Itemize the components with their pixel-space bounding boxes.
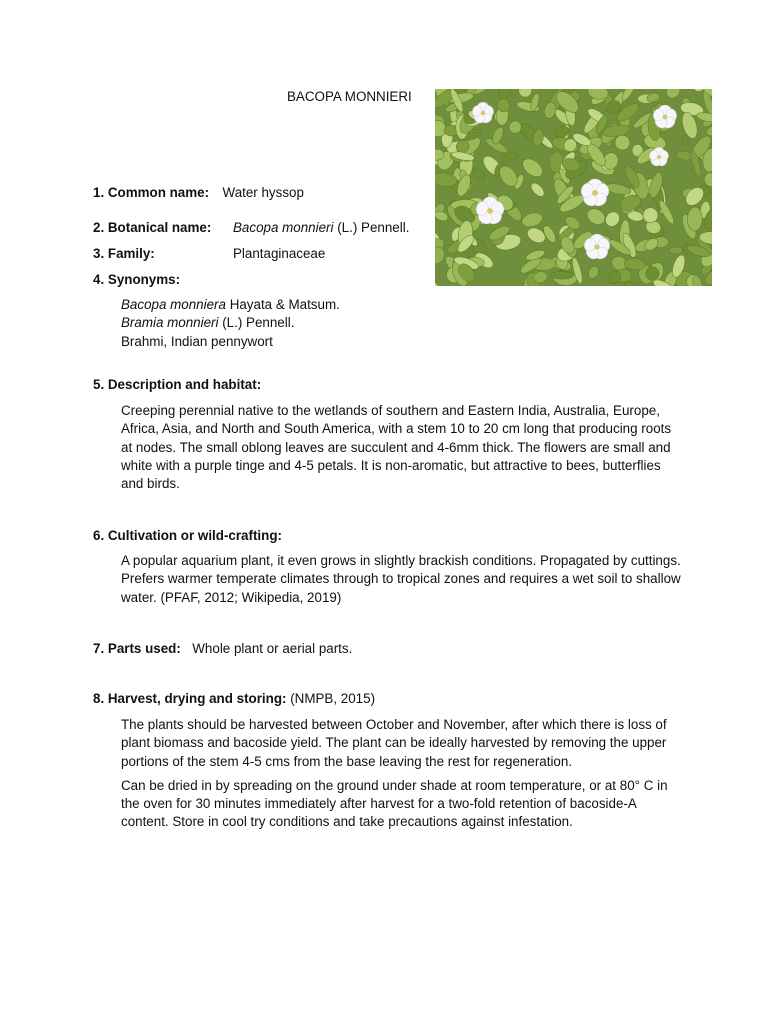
synonym-line	[121, 296, 681, 314]
synonyms-heading	[93, 271, 180, 289]
synonym-rest: Brahmi, Indian pennywort	[121, 333, 273, 349]
botanical-name-author: (L.) Pennell.	[333, 220, 410, 235]
leaf-shape	[687, 207, 702, 231]
family-label: 3. Family:	[93, 246, 155, 261]
cultivation-label: 6. Cultivation or wild-crafting:	[93, 528, 282, 543]
synonyms-label: 4. Synonyms:	[93, 272, 181, 287]
description-text: Creeping perennial native to the wetlands of southern and Eastern India, Australia, Europe, Africa, Asia, and North and South America, with a stem 10 to 20 cm long that producing roots at nodes. The small oblong leaves are succulent and 4-6mm thick. The flowers are small and white with a purple tinge and 4-5 petals. It is non-aromatic, but attractive to bees, butterflies and birds.	[121, 403, 672, 492]
synonym-line	[121, 314, 681, 332]
parts-used-row	[93, 640, 352, 658]
description-heading	[93, 376, 261, 394]
plant-photo	[435, 89, 712, 286]
synonym-line	[121, 333, 681, 351]
family-row	[93, 245, 325, 263]
synonym-rest: (L.) Pennell.	[218, 315, 295, 331]
synonym-italic: Bramia monnieri	[121, 315, 219, 331]
page-title: BACOPA MONNIERI	[287, 89, 412, 104]
harvest-text	[121, 716, 681, 832]
harvest-heading	[93, 690, 375, 708]
synonyms-list	[121, 296, 681, 351]
harvest-paragraph: Can be dried in by spreading on the ground under shade at room temperature, or at 80° C in the oven for 30 minutes immediately after harvest for a two-fold retention of bacoside-A content. Store in cool try conditions and take precautions against infestation.	[121, 777, 668, 830]
cultivation-text: A popular aquarium plant, it even grows in slightly brackish conditions. Propagated by cuttings. Prefers warmer temperate climates through to tropical zones and requires a wet soil to shallow water. (PFAF, 2012; Wikipedia, 2019)	[121, 553, 681, 605]
common-name-value: Water hyssop	[222, 185, 304, 200]
botanical-name-italic: Bacopa monnieri	[233, 220, 334, 235]
botanical-name-row	[93, 219, 409, 237]
harvest-reference: (NMPB, 2015)	[286, 691, 376, 706]
synonym-italic: Bacopa monniera	[121, 297, 226, 312]
leaf-shape	[551, 271, 574, 279]
harvest-paragraph: The plants should be harvested between October and November, after which there is loss of plant biomass and bacoside yield. The plant can be ideally harvested by removing the upper portions of the stem 4-5 cms from the base leaving the rest for regeneration.	[121, 717, 667, 769]
harvest-label: 8. Harvest, drying and storing:	[93, 691, 287, 706]
description-label: 5. Description and habitat:	[93, 377, 262, 392]
parts-used-label: 7. Parts used:	[93, 641, 181, 656]
common-name-label: 1. Common name:	[93, 185, 210, 200]
family-value: Plantaginaceae	[233, 246, 326, 261]
common-name-row	[93, 184, 304, 202]
parts-used-value: Whole plant or aerial parts.	[192, 641, 353, 656]
cultivation-heading	[93, 527, 282, 545]
synonym-rest: Hayata & Matsum.	[225, 297, 340, 312]
botanical-name-label: 2. Botanical name:	[93, 220, 212, 235]
